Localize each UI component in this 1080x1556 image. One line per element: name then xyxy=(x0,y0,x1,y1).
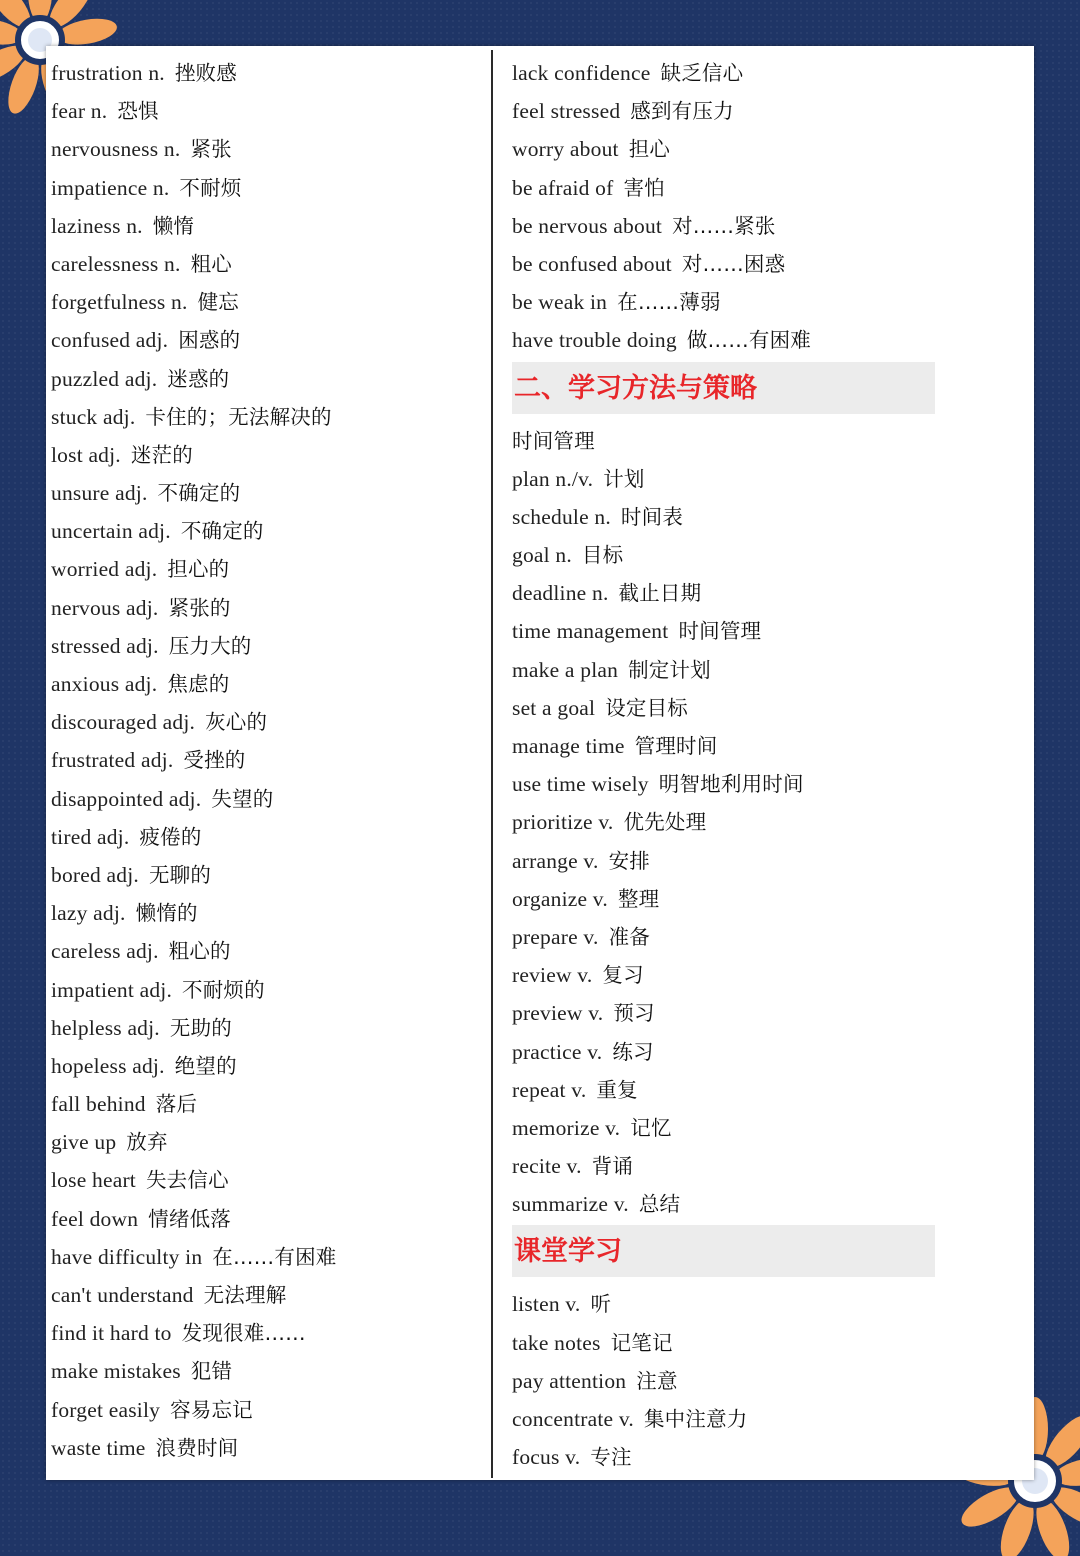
english-term: focus v. xyxy=(512,1445,581,1470)
english-term: plan n./v. xyxy=(512,466,594,491)
chinese-meaning: 无聊的 xyxy=(148,862,212,887)
chinese-meaning: 听 xyxy=(590,1292,612,1317)
chinese-meaning: 犯错 xyxy=(190,1359,233,1384)
vocab-entry xyxy=(51,245,481,283)
chinese-meaning: 注意 xyxy=(636,1368,678,1393)
english-term: have trouble doing xyxy=(512,328,677,353)
vocab-entry xyxy=(51,1161,481,1199)
chinese-meaning: 落后 xyxy=(155,1092,198,1117)
vocab-entry xyxy=(51,474,481,512)
english-term: repeat v. xyxy=(512,1077,587,1102)
chinese-meaning: 整理 xyxy=(617,886,660,911)
vocab-entry xyxy=(51,360,481,398)
vocab-entry xyxy=(51,1276,481,1314)
chinese-meaning: 无助的 xyxy=(169,1015,232,1040)
chinese-meaning: 制定计划 xyxy=(628,657,711,682)
english-term: deadline n. xyxy=(512,581,609,606)
vocab-entry xyxy=(512,1147,952,1185)
vocab-entry xyxy=(512,727,952,765)
english-term: disappointed adj. xyxy=(51,786,202,811)
vocab-entry xyxy=(51,1009,481,1047)
vocab-entry xyxy=(51,1391,481,1429)
chinese-meaning: 担心的 xyxy=(167,557,230,582)
english-term: listen v. xyxy=(512,1292,581,1317)
english-term: uncertain adj. xyxy=(51,519,171,544)
chinese-meaning: 准备 xyxy=(608,924,650,949)
vocab-entry xyxy=(51,1352,481,1390)
english-term: nervous adj. xyxy=(51,595,159,620)
time-management-list xyxy=(512,460,952,1224)
english-term: unsure adj. xyxy=(51,481,148,506)
chinese-meaning: 安排 xyxy=(608,848,650,873)
chinese-meaning: 失望的 xyxy=(211,786,274,811)
chinese-meaning: 挫败感 xyxy=(174,61,237,85)
chinese-meaning: 健忘 xyxy=(197,290,239,315)
chinese-meaning: 在……有困难 xyxy=(212,1244,337,1269)
english-term: take notes xyxy=(512,1330,601,1355)
english-term: hopeless adj. xyxy=(51,1053,165,1078)
english-term: be afraid of xyxy=(512,175,614,200)
chinese-meaning: 记笔记 xyxy=(610,1330,673,1355)
english-term: make mistakes xyxy=(51,1359,181,1384)
english-term: prepare v. xyxy=(512,924,599,949)
chinese-meaning: 粗心 xyxy=(190,251,232,276)
chinese-meaning: 绝望的 xyxy=(174,1053,237,1078)
vocab-entry xyxy=(512,130,952,168)
english-term: set a goal xyxy=(512,695,596,720)
chinese-meaning: 粗心的 xyxy=(168,939,231,964)
english-term: nervousness n. xyxy=(51,137,181,162)
english-term: manage time xyxy=(512,734,625,758)
vocab-entry xyxy=(512,1033,952,1071)
vocab-entry xyxy=(51,436,481,474)
chinese-meaning: 设定目标 xyxy=(605,695,689,720)
english-term: lazy adj. xyxy=(51,901,126,926)
english-term: be confused about xyxy=(512,251,672,276)
english-term: lack confidence xyxy=(512,61,651,85)
vocab-entry xyxy=(512,1285,952,1323)
chinese-meaning: 放弃 xyxy=(126,1130,168,1155)
right-top-list xyxy=(512,54,952,360)
chinese-meaning: 复习 xyxy=(602,963,644,988)
chinese-meaning: 重复 xyxy=(596,1077,638,1102)
vocab-entry xyxy=(51,1047,481,1085)
english-term: feel stressed xyxy=(512,99,621,124)
left-column xyxy=(51,54,481,1467)
chinese-meaning: 不耐烦的 xyxy=(182,977,265,1002)
chinese-meaning: 集中注意力 xyxy=(643,1407,748,1431)
vocab-entry xyxy=(51,398,481,436)
chinese-meaning: 懒惰的 xyxy=(135,901,198,926)
vocab-entry xyxy=(51,627,481,665)
chinese-meaning: 计划 xyxy=(603,466,645,491)
chinese-meaning: 迷茫的 xyxy=(130,442,193,467)
english-term: worried adj. xyxy=(51,557,158,582)
english-term: forgetfulness n. xyxy=(51,290,188,315)
vocab-entry xyxy=(512,498,952,536)
english-term: concentrate v. xyxy=(512,1407,634,1431)
chinese-meaning: 恐惧 xyxy=(117,99,159,124)
english-term: make a plan xyxy=(512,657,619,682)
vocab-entry xyxy=(512,574,952,612)
vocab-entry xyxy=(512,321,952,359)
english-term: arrange v. xyxy=(512,848,599,873)
chinese-meaning: 压力大的 xyxy=(168,633,252,658)
vocab-entry xyxy=(51,207,481,245)
chinese-meaning: 无法理解 xyxy=(203,1283,287,1307)
english-term: worry about xyxy=(512,137,619,162)
english-term: laziness n. xyxy=(51,213,143,238)
english-term: puzzled adj. xyxy=(51,366,158,391)
chinese-meaning: 背诵 xyxy=(591,1154,634,1179)
vocab-entry xyxy=(512,1324,952,1362)
vocab-entry xyxy=(51,1238,481,1276)
chinese-meaning: 在……薄弱 xyxy=(617,290,721,315)
vocab-entry xyxy=(512,651,952,689)
vocab-entry xyxy=(512,245,952,283)
vocab-entry xyxy=(51,283,481,321)
vocab-entry xyxy=(512,54,952,92)
english-term: fear n. xyxy=(51,99,108,124)
vocab-entry xyxy=(51,169,481,207)
english-term: schedule n. xyxy=(512,504,611,529)
vocab-entry xyxy=(512,803,952,841)
vocab-entry xyxy=(512,689,952,727)
chinese-meaning: 懒惰 xyxy=(152,213,195,238)
vocab-entry xyxy=(51,550,481,588)
vocab-entry xyxy=(512,1185,952,1223)
english-term: find it hard to xyxy=(51,1321,172,1346)
chinese-meaning: 对……困惑 xyxy=(681,251,786,276)
vocab-entry xyxy=(512,1438,952,1476)
vocab-entry xyxy=(512,956,952,994)
chinese-meaning: 情绪低落 xyxy=(148,1206,231,1231)
chinese-meaning: 练习 xyxy=(612,1039,654,1064)
english-term: tired adj. xyxy=(51,824,130,849)
english-term: memorize v. xyxy=(512,1115,621,1140)
english-term: anxious adj. xyxy=(51,672,158,696)
vocabulary-sheet xyxy=(46,46,1034,1480)
english-term: frustrated adj. xyxy=(51,748,174,773)
chinese-meaning: 迷惑的 xyxy=(167,366,230,391)
chinese-meaning: 焦虑的 xyxy=(167,672,230,696)
vocab-entry xyxy=(51,741,481,779)
english-term: pay attention xyxy=(512,1368,627,1393)
english-term: use time wisely xyxy=(512,772,649,797)
english-term: impatient adj. xyxy=(51,977,173,1002)
chinese-meaning: 浪费时间 xyxy=(155,1435,239,1460)
classroom-list xyxy=(512,1285,952,1476)
chinese-meaning: 明智地利用时间 xyxy=(658,772,804,797)
vocab-entry xyxy=(51,818,481,856)
english-term: time management xyxy=(512,619,669,644)
english-term: organize v. xyxy=(512,886,608,911)
vocab-entry xyxy=(51,1429,481,1467)
right-column xyxy=(512,54,952,1476)
chinese-meaning: 截止日期 xyxy=(618,581,702,606)
vocab-entry xyxy=(51,54,481,92)
english-term: frustration n. xyxy=(51,61,165,85)
vocab-entry xyxy=(512,169,952,207)
vocab-entry xyxy=(51,1200,481,1238)
english-term: forget easily xyxy=(51,1397,161,1422)
english-term: recite v. xyxy=(512,1154,582,1179)
vocab-entry xyxy=(512,92,952,130)
english-term: carelessness n. xyxy=(51,251,181,276)
chinese-meaning: 时间表 xyxy=(620,504,684,529)
english-term: impatience n. xyxy=(51,175,170,200)
english-term: careless adj. xyxy=(51,939,159,964)
chinese-meaning: 缺乏信心 xyxy=(660,61,744,85)
section-title-classroom: 课堂学习 xyxy=(512,1225,935,1277)
chinese-meaning: 感到有压力 xyxy=(630,99,734,124)
chinese-meaning: 做……有困难 xyxy=(686,328,812,353)
vocab-entry xyxy=(51,1085,481,1123)
vocab-entry xyxy=(51,780,481,818)
english-term: helpless adj. xyxy=(51,1015,160,1040)
chinese-meaning: 时间管理 xyxy=(678,619,762,644)
chinese-meaning: 总结 xyxy=(638,1192,681,1217)
english-term: feel down xyxy=(51,1206,139,1231)
vocab-entry xyxy=(512,1071,952,1109)
chinese-meaning: 目标 xyxy=(581,543,624,568)
chinese-meaning: 紧张的 xyxy=(168,595,231,620)
english-term: be weak in xyxy=(512,290,608,315)
vocab-entry xyxy=(51,130,481,168)
english-term: give up xyxy=(51,1130,117,1155)
english-term: practice v. xyxy=(512,1039,603,1064)
vocab-entry xyxy=(51,703,481,741)
chinese-meaning: 灰心的 xyxy=(205,710,268,735)
vocab-entry xyxy=(512,918,952,956)
chinese-meaning: 不确定的 xyxy=(180,519,264,544)
english-term: bored adj. xyxy=(51,862,139,887)
english-term: lost adj. xyxy=(51,442,121,467)
english-term: discouraged adj. xyxy=(51,710,196,735)
chinese-meaning: 记忆 xyxy=(630,1115,672,1140)
chinese-meaning: 疲倦的 xyxy=(139,824,202,849)
vocab-entry xyxy=(51,1314,481,1352)
english-term: be nervous about xyxy=(512,213,663,238)
chinese-meaning: 对……紧张 xyxy=(672,213,776,238)
chinese-meaning: 管理时间 xyxy=(634,734,718,758)
english-term: stuck adj. xyxy=(51,404,136,429)
vocab-entry xyxy=(51,894,481,932)
english-term: review v. xyxy=(512,963,593,988)
vocab-entry xyxy=(512,842,952,880)
vocab-entry xyxy=(512,880,952,918)
english-term: lose heart xyxy=(51,1168,136,1193)
chinese-meaning: 优先处理 xyxy=(623,810,707,835)
vocab-entry xyxy=(51,1123,481,1161)
english-term: fall behind xyxy=(51,1092,146,1117)
vocab-entry xyxy=(51,589,481,627)
chinese-meaning: 失去信心 xyxy=(145,1168,229,1193)
chinese-meaning: 专注 xyxy=(590,1445,632,1470)
chinese-meaning: 不确定的 xyxy=(157,481,241,506)
vocab-entry xyxy=(512,207,952,245)
chinese-meaning: 受挫的 xyxy=(183,748,246,773)
vocab-entry xyxy=(512,536,952,574)
chinese-meaning: 卡住的；无法解决的 xyxy=(145,404,332,429)
english-term: waste time xyxy=(51,1435,146,1460)
subheading-time-management: 时间管理 xyxy=(512,428,595,453)
english-term: summarize v. xyxy=(512,1192,629,1217)
vocab-entry xyxy=(512,994,952,1032)
chinese-meaning: 不耐烦 xyxy=(179,175,242,200)
english-term: prioritize v. xyxy=(512,810,614,835)
english-term: preview v. xyxy=(512,1001,604,1026)
vocab-entry xyxy=(512,765,952,803)
section-title-methods: 二、学习方法与策略 xyxy=(512,362,935,414)
english-term: can't understand xyxy=(51,1283,194,1307)
chinese-meaning: 发现很难…… xyxy=(181,1321,306,1346)
vocab-entry xyxy=(51,856,481,894)
vocab-entry xyxy=(512,1109,952,1147)
vocab-entry xyxy=(51,971,481,1009)
chinese-meaning: 担心 xyxy=(628,137,671,162)
vocab-entry xyxy=(512,1362,952,1400)
vocab-entry xyxy=(512,612,952,650)
vocab-entry xyxy=(51,512,481,550)
column-divider xyxy=(491,50,493,1478)
english-term: goal n. xyxy=(512,543,572,568)
vocab-entry xyxy=(512,460,952,498)
vocab-entry xyxy=(512,1400,952,1438)
vocab-entry xyxy=(51,932,481,970)
vocab-entry xyxy=(51,92,481,130)
chinese-meaning: 紧张 xyxy=(190,137,232,162)
english-term: confused adj. xyxy=(51,328,169,353)
vocab-entry xyxy=(51,665,481,703)
chinese-meaning: 容易忘记 xyxy=(170,1397,253,1422)
chinese-meaning: 困惑的 xyxy=(178,328,241,353)
english-term: stressed adj. xyxy=(51,633,159,658)
english-term: have difficulty in xyxy=(51,1244,203,1269)
vocab-entry xyxy=(512,283,952,321)
vocab-entry xyxy=(51,321,481,359)
chinese-meaning: 害怕 xyxy=(623,175,665,200)
chinese-meaning: 预习 xyxy=(613,1001,655,1026)
